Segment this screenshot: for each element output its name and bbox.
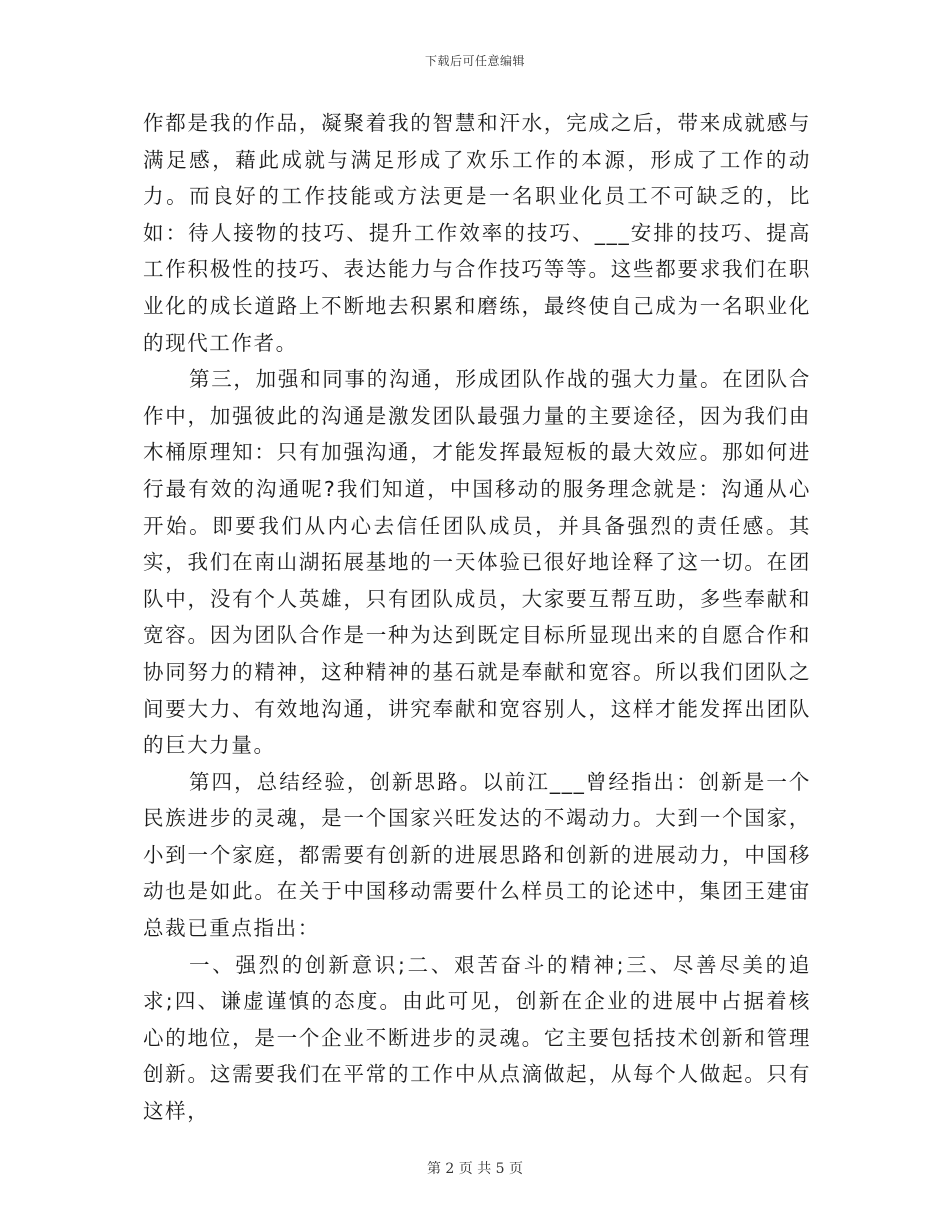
paragraph-third-point: 第三，加强和同事的沟通，形成团队作战的强大力量。在团队合作中，加强彼此的沟通是激发团队最强力量的主要途径，因为我们由木桶原理知：只有加强沟通，才能发挥最短板的最大效应。那如何进行最有效的沟通呢?我们知道，中国移动的服务理念就是：沟通从心开始。即要我们从内心去信任团队成员，并具备强烈的责任感。其实，我们在南山湖拓展基地的一天体验已很好地诠释了这一切。在团队中，没有个人英雄，只有团队成员，大家要互帮互助，多些奉献和宽容。因为团队合作是一种为达到既定目标所显现出来的自愿合作和协同努力的精神，这种精神的基石就是奉献和宽容。所以我们团队之间要大力、有效地沟通，讲究奉献和宽容别人，这样才能发挥出团队的巨大力量。 [143, 367, 811, 758]
page-number: 第 2 页 共 5 页 [426, 1161, 524, 1177]
paragraph-list-points: 一、强烈的创新意识;二、艰苦奋斗的精神;三、尽善尽美的追求;四、谦虚谨慎的态度。由此可见，创新在企业的进展中占据着核心的地位，是一个企业不断进步的灵魂。它主要包括技术创新和管理创新。这需要我们在平常的工作中从点滴做起，从每个人做起。只有这样， [143, 952, 811, 1124]
paragraph-continuation: 作都是我的作品，凝聚着我的智慧和汗水，完成之后，带来成就感与满足感，藉此成就与满足形成了欢乐工作的本源，形成了工作的动力。而良好的工作技能或方法更是一名职业化员工不可缺乏的，比如：待人接物的技巧、提升工作效率的技巧、___安排的技巧、提高工作积极性的技巧、表达能力与合作技巧等等。这些都要求我们在职业化的成长道路上不断地去积累和磨练，最终使自己成为一名职业化的现代工作者。 [143, 111, 811, 355]
document-body [143, 105, 811, 1130]
page-header-note: 下载后可任意编辑 [424, 54, 525, 68]
paragraph-fourth-point: 第四，总结经验，创新思路。以前江___曾经指出：创新是一个民族进步的灵魂，是一个国家兴旺发达的不竭动力。大到一个国家，小到一个家庭，都需要有创新的进展思路和创新的进展动力，中国移动也是如此。在关于中国移动需要什么样员工的论述中，集团王建宙总裁已重点指出： [143, 769, 811, 941]
